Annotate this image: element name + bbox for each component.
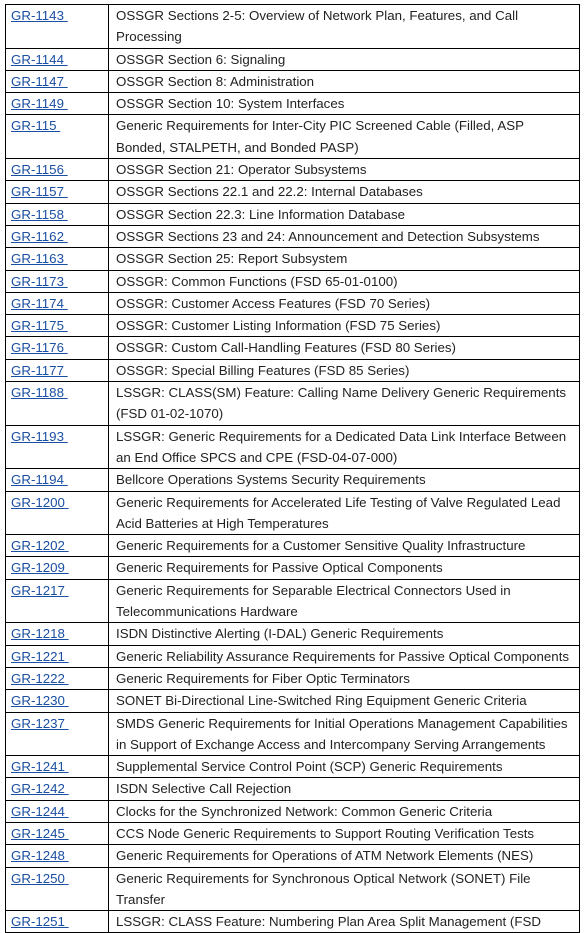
document-code-cell bbox=[6, 712, 109, 756]
document-code-cell bbox=[6, 535, 109, 557]
document-code-link[interactable]: GR-1250 bbox=[11, 870, 69, 886]
table-row bbox=[6, 623, 580, 645]
document-code-link[interactable]: GR-1202 bbox=[11, 538, 69, 554]
table-row bbox=[6, 535, 580, 557]
document-code-cell bbox=[6, 382, 109, 426]
document-code-link[interactable]: GR-1245 bbox=[11, 825, 69, 841]
document-title: Generic Requirements for Separable Electrical Connectors Used in Telecommunications Hardware bbox=[109, 579, 580, 623]
table-row bbox=[6, 203, 580, 225]
document-code-link[interactable]: GR-1175 bbox=[11, 318, 68, 334]
document-code-link[interactable]: GR-1174 bbox=[11, 295, 68, 311]
document-title: OSSGR: Customer Access Features (FSD 70 Series) bbox=[109, 292, 580, 314]
document-code-link[interactable]: GR-1176 bbox=[11, 340, 68, 356]
table-row bbox=[6, 337, 580, 359]
document-code-cell bbox=[6, 822, 109, 844]
document-code-cell bbox=[6, 359, 109, 381]
document-title: Generic Requirements for Accelerated Life Testing of Valve Regulated Lead Acid Batteries at High Temperatures bbox=[109, 491, 580, 535]
document-code-cell bbox=[6, 867, 109, 911]
document-code-cell bbox=[6, 425, 109, 469]
document-title: Supplemental Service Control Point (SCP) Generic Requirements bbox=[109, 756, 580, 778]
document-code-link[interactable]: GR-1163 bbox=[11, 251, 68, 267]
document-code-link[interactable]: GR-1158 bbox=[11, 206, 68, 222]
document-code-link[interactable]: GR-1156 bbox=[11, 162, 68, 178]
document-title: OSSGR Sections 23 and 24: Announcement and Detection Subsystems bbox=[109, 225, 580, 247]
document-code-cell bbox=[6, 756, 109, 778]
document-code-cell bbox=[6, 645, 109, 667]
document-code-link[interactable]: GR-1143 bbox=[11, 8, 68, 23]
document-code-cell bbox=[6, 337, 109, 359]
document-code-cell bbox=[6, 48, 109, 70]
document-code-cell bbox=[6, 270, 109, 292]
table-row bbox=[6, 491, 580, 535]
table-row bbox=[6, 181, 580, 203]
document-code-link[interactable]: GR-1209 bbox=[11, 560, 69, 576]
document-title: Generic Requirements for Synchronous Optical Network (SONET) File Transfer bbox=[109, 867, 580, 911]
document-title: OSSGR Sections 2-5: Overview of Network Plan, Features, and Call Processing bbox=[109, 5, 580, 49]
table-row bbox=[6, 712, 580, 756]
document-code-link[interactable]: GR-1244 bbox=[11, 803, 69, 819]
document-code-cell bbox=[6, 181, 109, 203]
table-row bbox=[6, 382, 580, 426]
document-code-cell bbox=[6, 667, 109, 689]
document-title: OSSGR: Custom Call-Handling Features (FSD 80 Series) bbox=[109, 337, 580, 359]
table-row bbox=[6, 845, 580, 867]
document-title: Clocks for the Synchronized Network: Common Generic Criteria bbox=[109, 800, 580, 822]
document-code-cell bbox=[6, 93, 109, 115]
table-row bbox=[6, 292, 580, 314]
table-row bbox=[6, 667, 580, 689]
document-title: OSSGR Section 10: System Interfaces bbox=[109, 93, 580, 115]
document-title: OSSGR Section 22.3: Line Information Database bbox=[109, 203, 580, 225]
document-title: OSSGR: Special Billing Features (FSD 85 Series) bbox=[109, 359, 580, 381]
document-title: SONET Bi-Directional Line-Switched Ring Equipment Generic Criteria bbox=[109, 690, 580, 712]
document-code-cell bbox=[6, 115, 109, 159]
table-row bbox=[6, 225, 580, 247]
document-title: Generic Requirements for Passive Optical Components bbox=[109, 557, 580, 579]
document-title: ISDN Selective Call Rejection bbox=[109, 778, 580, 800]
table-row bbox=[6, 645, 580, 667]
table-row bbox=[6, 800, 580, 822]
document-title: LSSGR: Generic Requirements for a Dedicated Data Link Interface Between an End Office SPCS and CPE (FSD-04-07-000) bbox=[109, 425, 580, 469]
document-code-link[interactable]: GR-115 bbox=[11, 118, 61, 134]
document-code-link[interactable]: GR-1193 bbox=[11, 428, 68, 444]
table-row bbox=[6, 5, 580, 49]
document-code-link[interactable]: GR-1162 bbox=[11, 228, 68, 244]
table-row bbox=[6, 557, 580, 579]
document-table-body bbox=[6, 5, 580, 933]
table-row bbox=[6, 469, 580, 491]
document-code-cell bbox=[6, 778, 109, 800]
table-row bbox=[6, 48, 580, 70]
document-code-link[interactable]: GR-1241 bbox=[11, 759, 69, 775]
document-code-cell bbox=[6, 292, 109, 314]
document-code-cell bbox=[6, 623, 109, 645]
document-code-link[interactable]: GR-1188 bbox=[11, 385, 68, 401]
document-title: LSSGR: CLASS(SM) Feature: Calling Name Delivery Generic Requirements (FSD 01-02-1070) bbox=[109, 382, 580, 426]
document-title: Generic Requirements for Inter-City PIC Screened Cable (Filled, ASP Bonded, STALPETH, and Bonded PASP) bbox=[109, 115, 580, 159]
table-row bbox=[6, 867, 580, 911]
document-code-link[interactable]: GR-1218 bbox=[11, 626, 69, 642]
document-code-cell bbox=[6, 248, 109, 270]
document-code-link[interactable]: GR-1149 bbox=[11, 96, 68, 112]
document-code-link[interactable]: GR-1157 bbox=[11, 184, 68, 200]
document-title: Bellcore Operations Systems Security Requirements bbox=[109, 469, 580, 491]
document-title: OSSGR: Common Functions (FSD 65-01-0100) bbox=[109, 270, 580, 292]
document-title: Generic Reliability Assurance Requirements for Passive Optical Components bbox=[109, 645, 580, 667]
table-row bbox=[6, 911, 580, 933]
table-row bbox=[6, 115, 580, 159]
document-title: LSSGR: CLASS Feature: Numbering Plan Area Split Management (FSD bbox=[109, 911, 580, 933]
document-code-cell bbox=[6, 911, 109, 933]
document-title: ISDN Distinctive Alerting (I-DAL) Generic Requirements bbox=[109, 623, 580, 645]
document-code-link[interactable]: GR-1147 bbox=[11, 73, 68, 89]
document-code-link[interactable]: GR-1230 bbox=[11, 693, 69, 709]
table-row bbox=[6, 756, 580, 778]
document-code-cell bbox=[6, 5, 109, 49]
document-code-link[interactable]: GR-1194 bbox=[11, 472, 68, 488]
table-row bbox=[6, 690, 580, 712]
document-code-link[interactable]: GR-1242 bbox=[11, 781, 69, 797]
document-title: OSSGR Section 8: Administration bbox=[109, 70, 580, 92]
document-title: CCS Node Generic Requirements to Support Routing Verification Tests bbox=[109, 822, 580, 844]
document-title: Generic Requirements for a Customer Sensitive Quality Infrastructure bbox=[109, 535, 580, 557]
document-title: OSSGR: Customer Listing Information (FSD 75 Series) bbox=[109, 315, 580, 337]
document-code-cell bbox=[6, 225, 109, 247]
document-code-link[interactable]: GR-1173 bbox=[11, 273, 68, 289]
table-row bbox=[6, 248, 580, 270]
document-title: OSSGR Section 21: Operator Subsystems bbox=[109, 159, 580, 181]
document-title: SMDS Generic Requirements for Initial Operations Management Capabilities in Support of Exchange Access and Intercompany Serving Arrangements bbox=[109, 712, 580, 756]
document-code-link[interactable]: GR-1217 bbox=[11, 582, 69, 598]
table-row bbox=[6, 70, 580, 92]
table-row bbox=[6, 579, 580, 623]
document-code-cell bbox=[6, 579, 109, 623]
document-title: OSSGR Section 6: Signaling bbox=[109, 48, 580, 70]
table-row bbox=[6, 359, 580, 381]
document-code-cell bbox=[6, 845, 109, 867]
document-code-cell bbox=[6, 203, 109, 225]
table-row bbox=[6, 425, 580, 469]
document-code-link[interactable]: GR-1177 bbox=[11, 362, 68, 378]
table-row bbox=[6, 315, 580, 337]
document-code-cell bbox=[6, 315, 109, 337]
document-code-cell bbox=[6, 70, 109, 92]
document-title: OSSGR Sections 22.1 and 22.2: Internal Databases bbox=[109, 181, 580, 203]
document-code-cell bbox=[6, 557, 109, 579]
table-row bbox=[6, 778, 580, 800]
table-row bbox=[6, 822, 580, 844]
document-code-cell bbox=[6, 469, 109, 491]
document-code-link[interactable]: GR-1237 bbox=[11, 715, 69, 731]
document-code-cell bbox=[6, 800, 109, 822]
document-title: OSSGR Section 25: Report Subsystem bbox=[109, 248, 580, 270]
document-code-link[interactable]: GR-1251 bbox=[11, 914, 69, 930]
table-row bbox=[6, 270, 580, 292]
document-code-link[interactable]: GR-1248 bbox=[11, 848, 69, 864]
table-row bbox=[6, 93, 580, 115]
document-code-link[interactable]: GR-1200 bbox=[11, 494, 69, 510]
document-code-cell bbox=[6, 491, 109, 535]
document-title: Generic Requirements for Fiber Optic Terminators bbox=[109, 667, 580, 689]
document-code-link[interactable]: GR-1221 bbox=[11, 648, 69, 664]
document-title: Generic Requirements for Operations of ATM Network Elements (NES) bbox=[109, 845, 580, 867]
document-code-cell bbox=[6, 690, 109, 712]
table-row bbox=[6, 159, 580, 181]
document-code-link[interactable]: GR-1222 bbox=[11, 670, 69, 686]
document-code-cell bbox=[6, 159, 109, 181]
document-code-link[interactable]: GR-1144 bbox=[11, 51, 68, 67]
document-table bbox=[5, 4, 580, 933]
